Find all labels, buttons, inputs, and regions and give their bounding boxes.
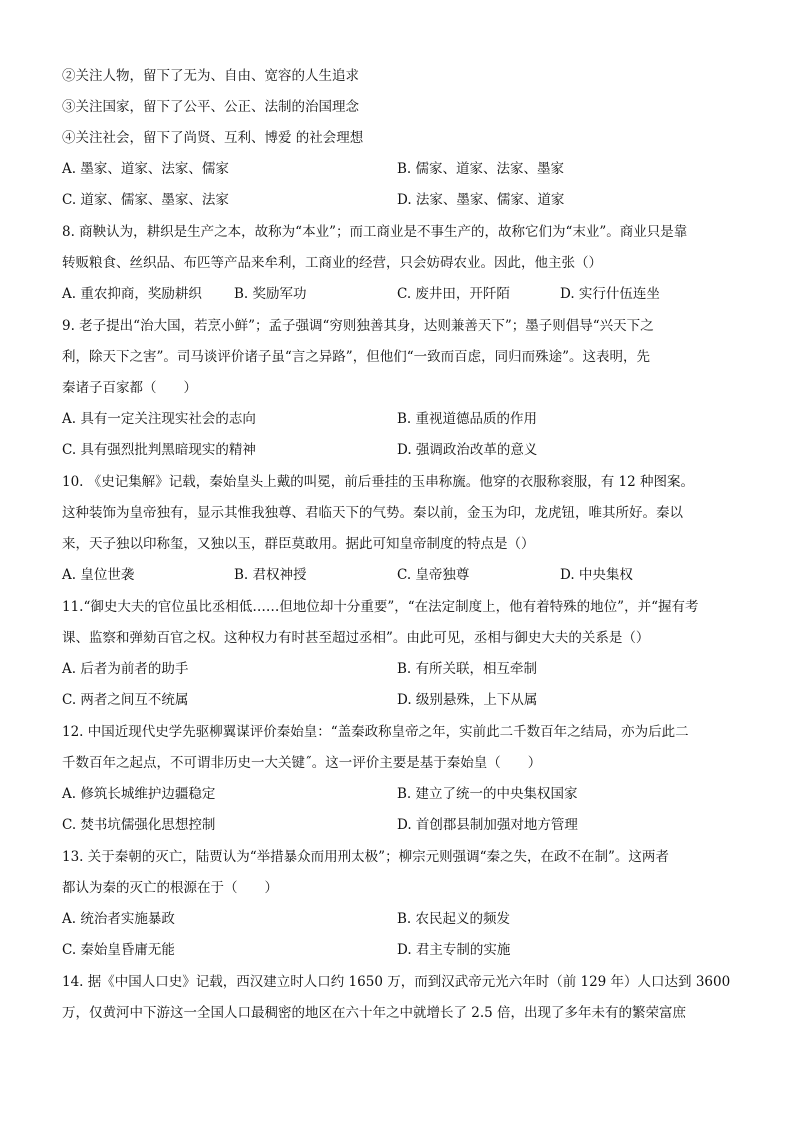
q7-option-a[interactable]: A. 墨家、道家、法家、儒家 bbox=[62, 161, 229, 177]
q10-option-b[interactable]: B. 君权神授 bbox=[234, 567, 307, 583]
q10-option-d[interactable]: D. 中央集权 bbox=[560, 567, 633, 583]
question-13-text: 都认为秦的灭亡的根源在于（ ） bbox=[62, 880, 278, 896]
q9-option-d[interactable]: D. 强调政治改革的意义 bbox=[397, 442, 538, 458]
q11-option-c[interactable]: C. 两者之间互不统属 bbox=[62, 692, 189, 708]
question-9-text: 9. 老子提出“治大国，若烹小鲜”；孟子强调“穷则独善其身，达则兼善天下”；墨子则倡导“兴天下之 bbox=[62, 318, 654, 334]
question-11-text: 课、监察和弹劾百官之权。这种权力有时甚至超过丞相”。由此可见，丞相与御史大夫的关系是（） bbox=[62, 630, 650, 646]
q13-option-d[interactable]: D. 君主专制的实施 bbox=[397, 942, 511, 958]
q13-option-a[interactable]: A. 统治者实施暴政 bbox=[62, 911, 175, 927]
q8-option-c[interactable]: C. 废井田，开阡陌 bbox=[397, 286, 510, 302]
q9-option-c[interactable]: C. 具有强烈批判黑暗现实的精神 bbox=[62, 442, 256, 458]
q12-option-a[interactable]: A. 修筑长城维护边疆稳定 bbox=[62, 786, 216, 802]
q10-options bbox=[62, 565, 742, 585]
question-10-text: 这种装饰为皇帝独有，显示其惟我独尊、君临天下的气势。秦以前，金玉为印，龙虎钮，唯其所好。秦以 bbox=[62, 505, 683, 521]
q8-options bbox=[62, 284, 742, 304]
q7-options-row2 bbox=[62, 190, 742, 210]
q12-option-c[interactable]: C. 焚书坑儒强化思想控制 bbox=[62, 817, 216, 833]
q9-options-row1 bbox=[62, 409, 742, 429]
q12-option-b[interactable]: B. 建立了统一的中央集权国家 bbox=[397, 786, 578, 802]
q10-option-c[interactable]: C. 皇帝独尊 bbox=[397, 567, 470, 583]
q8-option-d[interactable]: D. 实行什伍连坐 bbox=[560, 286, 660, 302]
q12-options-row1 bbox=[62, 784, 742, 804]
q9-option-b[interactable]: B. 重视道德品质的作用 bbox=[397, 411, 538, 427]
q7-option-d[interactable]: D. 法家、墨家、儒家、道家 bbox=[397, 192, 565, 208]
q11-option-b[interactable]: B. 有所关联，相互牵制 bbox=[397, 661, 538, 677]
q8-option-a[interactable]: A. 重农抑商，奖励耕织 bbox=[62, 286, 202, 302]
question-14-text: 14. 据《中国人口史》记载，西汉建立时人口约 1650 万，而到汉武帝元光六年时（前 129 年）人口达到 3600 bbox=[62, 974, 731, 990]
question-9-text: 秦诸子百家都（ ） bbox=[62, 380, 197, 396]
q7-option-c[interactable]: C. 道家、儒家、墨家、法家 bbox=[62, 192, 229, 208]
text-line: ④关注社会，留下了尚贤、互利、博爱 的社会理想 bbox=[62, 130, 364, 146]
q9-options-row2 bbox=[62, 440, 742, 460]
question-10-text: 来，天子独以印称玺，又独以玉，群臣莫敢用。据此可知皇帝制度的特点是（） bbox=[62, 536, 535, 552]
q7-option-b[interactable]: B. 儒家、道家、法家、墨家 bbox=[397, 161, 565, 177]
q12-option-d[interactable]: D. 首创郡县制加强对地方管理 bbox=[397, 817, 578, 833]
q13-options-row1 bbox=[62, 909, 742, 929]
text-line: ③关注国家，留下了公平、公正、法制的治国理念 bbox=[62, 99, 359, 115]
q13-option-b[interactable]: B. 农民起义的频发 bbox=[397, 911, 511, 927]
q11-option-d[interactable]: D. 级别悬殊，上下从属 bbox=[397, 692, 538, 708]
question-13-text: 13. 关于秦朝的灭亡，陆贾认为“举措暴众而用刑太极”；柳宗元则强调“秦之失，在政不在制”。这两者 bbox=[62, 849, 669, 865]
question-12-text: 千数百年之起点，不可谓非历史一大关键˝。这一评价主要是基于秦始皇（ ） bbox=[62, 755, 542, 771]
question-8-text: 8. 商鞅认为，耕织是生产之本，故称为“本业”；而工商业是不事生产的，故称它们为“末业”。商业只是靠 bbox=[62, 224, 688, 240]
q13-option-c[interactable]: C. 秦始皇昏庸无能 bbox=[62, 942, 175, 958]
q13-options-row2 bbox=[62, 940, 742, 960]
q11-options-row1 bbox=[62, 659, 742, 679]
q11-option-a[interactable]: A. 后者为前者的助手 bbox=[62, 661, 189, 677]
question-8-text: 转贩粮食、丝织品、布匹等产品来牟利，工商业的经营，只会妨碍农业。因此，他主张（） bbox=[62, 255, 602, 271]
question-10-text: 10. 《史记集解》记载，秦始皇头上戴的叫冕，前后垂挂的玉串称旒。他穿的衣服称衮服，有 12 种图案。 bbox=[62, 474, 695, 490]
question-12-text: 12. 中国近现代史学先驱柳翼谋评价秦始皇：“盖秦政称皇帝之年，实前此二千数百年之结局，亦为后此二 bbox=[62, 724, 689, 740]
q9-option-a[interactable]: A. 具有一定关注现实社会的志向 bbox=[62, 411, 256, 427]
q8-option-b[interactable]: B. 奖励军功 bbox=[234, 286, 307, 302]
q11-options-row2 bbox=[62, 690, 742, 710]
question-9-text: 利，除天下之害”。司马谈评价诸子虽“言之异路”，但他们“一致而百虑，同归而殊途”。这表明，先 bbox=[62, 349, 651, 365]
text-line: ②关注人物，留下了无为、自由、宽容的人生追求 bbox=[62, 68, 359, 84]
q10-option-a[interactable]: A. 皇位世袭 bbox=[62, 567, 135, 583]
question-11-text: 11.“御史大夫的官位虽比丞相低……但地位却十分重要”，“在法定制度上，他有着特殊的地位”，并“握有考 bbox=[62, 599, 699, 615]
q12-options-row2 bbox=[62, 815, 742, 835]
question-14-text: 万，仅黄河中下游这一全国人口最稠密的地区在六十年之中就增长了 2.5 倍，出现了多年未有的繁荣富庶 bbox=[62, 1005, 687, 1021]
q7-options-row1 bbox=[62, 159, 742, 179]
